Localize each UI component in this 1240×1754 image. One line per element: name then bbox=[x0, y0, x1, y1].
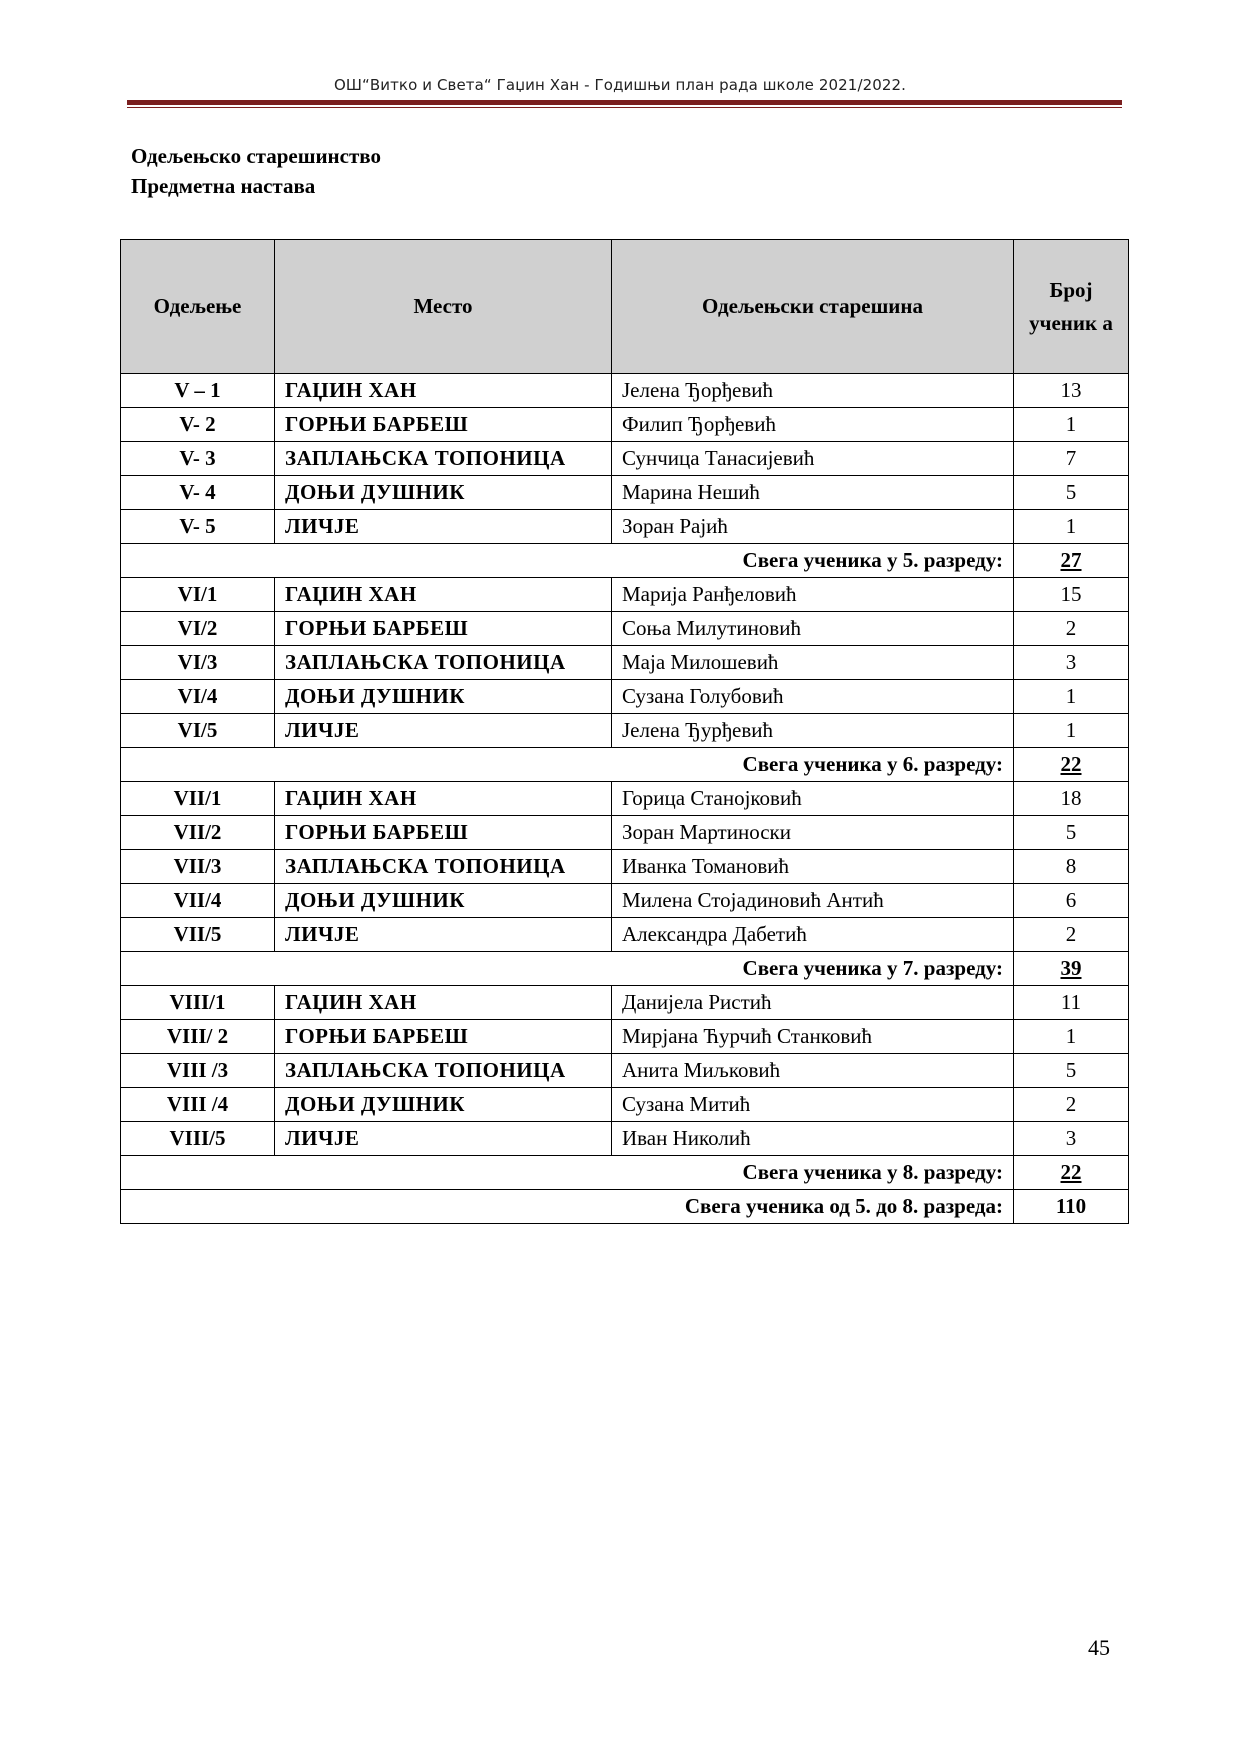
student-count-cell: 1 bbox=[1014, 1020, 1129, 1054]
teacher-cell: Горица Станојковић bbox=[612, 782, 1014, 816]
place-cell: ЛИЧЈЕ bbox=[275, 510, 612, 544]
student-count-cell: 2 bbox=[1014, 918, 1129, 952]
grand-total-row bbox=[121, 1190, 1129, 1224]
class-cell: VIII /4 bbox=[121, 1088, 275, 1122]
teacher-cell: Данијела Ристић bbox=[612, 986, 1014, 1020]
section-subtitle: Предметна настава bbox=[131, 174, 316, 198]
place-cell: ГАЏИН ХАН bbox=[275, 782, 612, 816]
table-row bbox=[121, 510, 1129, 544]
teacher-cell: Филип Ђорђевић bbox=[612, 408, 1014, 442]
total-label: Свега ученика од 5. до 8. разреда: bbox=[121, 1190, 1014, 1224]
table-row bbox=[121, 918, 1129, 952]
class-cell: V- 2 bbox=[121, 408, 275, 442]
table-row bbox=[121, 1054, 1129, 1088]
place-cell: ДОЊИ ДУШНИК bbox=[275, 1088, 612, 1122]
student-count-cell: 15 bbox=[1014, 578, 1129, 612]
table-row bbox=[121, 476, 1129, 510]
place-cell: ЗАПЛАЊСКА ТОПОНИЦА bbox=[275, 850, 612, 884]
place-cell: ГОРЊИ БАРБЕШ bbox=[275, 816, 612, 850]
teacher-cell: Зоран Рајић bbox=[612, 510, 1014, 544]
class-cell: V – 1 bbox=[121, 374, 275, 408]
total-label: Свега ученика у 8. разреду: bbox=[121, 1156, 1014, 1190]
header-class: Одељење bbox=[121, 240, 275, 374]
header-rule-thin bbox=[127, 107, 1122, 108]
section-title: Одељењско старешинство bbox=[131, 144, 381, 168]
total-label: Свега ученика у 5. разреду: bbox=[121, 544, 1014, 578]
table-row bbox=[121, 1020, 1129, 1054]
place-cell: ГОРЊИ БАРБЕШ bbox=[275, 408, 612, 442]
grade-total-row bbox=[121, 1156, 1129, 1190]
place-cell: ЛИЧЈЕ bbox=[275, 918, 612, 952]
class-cell: VI/4 bbox=[121, 680, 275, 714]
table-body bbox=[121, 374, 1129, 1224]
student-count-cell: 3 bbox=[1014, 1122, 1129, 1156]
student-count-cell: 18 bbox=[1014, 782, 1129, 816]
table-header-row bbox=[121, 240, 1129, 374]
class-cell: VIII/5 bbox=[121, 1122, 275, 1156]
student-count-cell: 1 bbox=[1014, 408, 1129, 442]
student-count-cell: 2 bbox=[1014, 612, 1129, 646]
place-cell: ГОРЊИ БАРБЕШ bbox=[275, 612, 612, 646]
student-count-cell: 3 bbox=[1014, 646, 1129, 680]
teacher-cell: Марина Нешић bbox=[612, 476, 1014, 510]
total-value: 39 bbox=[1014, 952, 1129, 986]
teacher-cell: Иван Николић bbox=[612, 1122, 1014, 1156]
teacher-cell: Зоран Мартиноски bbox=[612, 816, 1014, 850]
running-header: ОШ“Витко и Света“ Гаџин Хан - Годишњи план рада школе 2021/2022. bbox=[333, 76, 907, 94]
student-count-cell: 1 bbox=[1014, 510, 1129, 544]
table-row bbox=[121, 714, 1129, 748]
place-cell: ДОЊИ ДУШНИК bbox=[275, 884, 612, 918]
class-cell: VI/1 bbox=[121, 578, 275, 612]
total-label: Свега ученика у 6. разреду: bbox=[121, 748, 1014, 782]
header-teacher: Одељењски старешина bbox=[612, 240, 1014, 374]
teacher-cell: Соња Милутиновић bbox=[612, 612, 1014, 646]
table-row bbox=[121, 782, 1129, 816]
class-cell: VIII/1 bbox=[121, 986, 275, 1020]
student-count-cell: 13 bbox=[1014, 374, 1129, 408]
place-cell: ГАЏИН ХАН bbox=[275, 374, 612, 408]
total-label: Свега ученика у 7. разреду: bbox=[121, 952, 1014, 986]
table-row bbox=[121, 884, 1129, 918]
class-cell: V- 4 bbox=[121, 476, 275, 510]
class-cell: V- 5 bbox=[121, 510, 275, 544]
student-count-cell: 6 bbox=[1014, 884, 1129, 918]
total-value: 110 bbox=[1014, 1190, 1129, 1224]
total-value: 22 bbox=[1014, 748, 1129, 782]
place-cell: ЛИЧЈЕ bbox=[275, 1122, 612, 1156]
student-count-cell: 11 bbox=[1014, 986, 1129, 1020]
teacher-cell: Сузана Митић bbox=[612, 1088, 1014, 1122]
table-row bbox=[121, 408, 1129, 442]
page-number: 45 bbox=[1088, 1635, 1110, 1660]
class-cell: VII/3 bbox=[121, 850, 275, 884]
table-row bbox=[121, 850, 1129, 884]
class-cell: VI/2 bbox=[121, 612, 275, 646]
section-heading bbox=[131, 141, 381, 201]
grade-total-row bbox=[121, 544, 1129, 578]
teacher-cell: Марија Ранђеловић bbox=[612, 578, 1014, 612]
teacher-cell: Александра Дабетић bbox=[612, 918, 1014, 952]
table-row bbox=[121, 680, 1129, 714]
teacher-cell: Сунчица Танасијевић bbox=[612, 442, 1014, 476]
student-count-cell: 1 bbox=[1014, 714, 1129, 748]
teacher-cell: Мирјана Ћурчић Станковић bbox=[612, 1020, 1014, 1054]
table-row bbox=[121, 646, 1129, 680]
header-count: Број ученик а bbox=[1014, 240, 1129, 374]
table-row bbox=[121, 1088, 1129, 1122]
student-count-cell: 7 bbox=[1014, 442, 1129, 476]
place-cell: ЗАПЛАЊСКА ТОПОНИЦА bbox=[275, 442, 612, 476]
teacher-cell: Јелена Ђурђевић bbox=[612, 714, 1014, 748]
total-value: 22 bbox=[1014, 1156, 1129, 1190]
student-count-cell: 1 bbox=[1014, 680, 1129, 714]
place-cell: ГОРЊИ БАРБЕШ bbox=[275, 1020, 612, 1054]
class-teachers-table bbox=[120, 239, 1129, 1224]
class-cell: VII/2 bbox=[121, 816, 275, 850]
place-cell: ЛИЧЈЕ bbox=[275, 714, 612, 748]
grade-total-row bbox=[121, 748, 1129, 782]
header-place: Место bbox=[275, 240, 612, 374]
table-row bbox=[121, 442, 1129, 476]
class-cell: VIII /3 bbox=[121, 1054, 275, 1088]
table-row bbox=[121, 986, 1129, 1020]
table-row bbox=[121, 374, 1129, 408]
place-cell: ДОЊИ ДУШНИК bbox=[275, 680, 612, 714]
place-cell: ГАЏИН ХАН bbox=[275, 986, 612, 1020]
teacher-cell: Милена Стојадиновић Антић bbox=[612, 884, 1014, 918]
place-cell: ЗАПЛАЊСКА ТОПОНИЦА bbox=[275, 646, 612, 680]
class-cell: VII/5 bbox=[121, 918, 275, 952]
place-cell: ДОЊИ ДУШНИК bbox=[275, 476, 612, 510]
table-row bbox=[121, 578, 1129, 612]
class-cell: VI/3 bbox=[121, 646, 275, 680]
class-cell: V- 3 bbox=[121, 442, 275, 476]
teacher-cell: Јелена Ђорђевић bbox=[612, 374, 1014, 408]
table-row bbox=[121, 816, 1129, 850]
table-row bbox=[121, 1122, 1129, 1156]
class-cell: VII/4 bbox=[121, 884, 275, 918]
student-count-cell: 8 bbox=[1014, 850, 1129, 884]
place-cell: ГАЏИН ХАН bbox=[275, 578, 612, 612]
class-cell: VIII/ 2 bbox=[121, 1020, 275, 1054]
student-count-cell: 2 bbox=[1014, 1088, 1129, 1122]
header-rule bbox=[127, 100, 1122, 105]
teacher-cell: Маја Милошевић bbox=[612, 646, 1014, 680]
student-count-cell: 5 bbox=[1014, 1054, 1129, 1088]
teacher-cell: Анита Миљковић bbox=[612, 1054, 1014, 1088]
class-cell: VII/1 bbox=[121, 782, 275, 816]
grade-total-row bbox=[121, 952, 1129, 986]
teacher-cell: Сузана Голубовић bbox=[612, 680, 1014, 714]
student-count-cell: 5 bbox=[1014, 476, 1129, 510]
class-cell: VI/5 bbox=[121, 714, 275, 748]
student-count-cell: 5 bbox=[1014, 816, 1129, 850]
teacher-cell: Иванка Томановић bbox=[612, 850, 1014, 884]
table-row bbox=[121, 612, 1129, 646]
place-cell: ЗАПЛАЊСКА ТОПОНИЦА bbox=[275, 1054, 612, 1088]
total-value: 27 bbox=[1014, 544, 1129, 578]
